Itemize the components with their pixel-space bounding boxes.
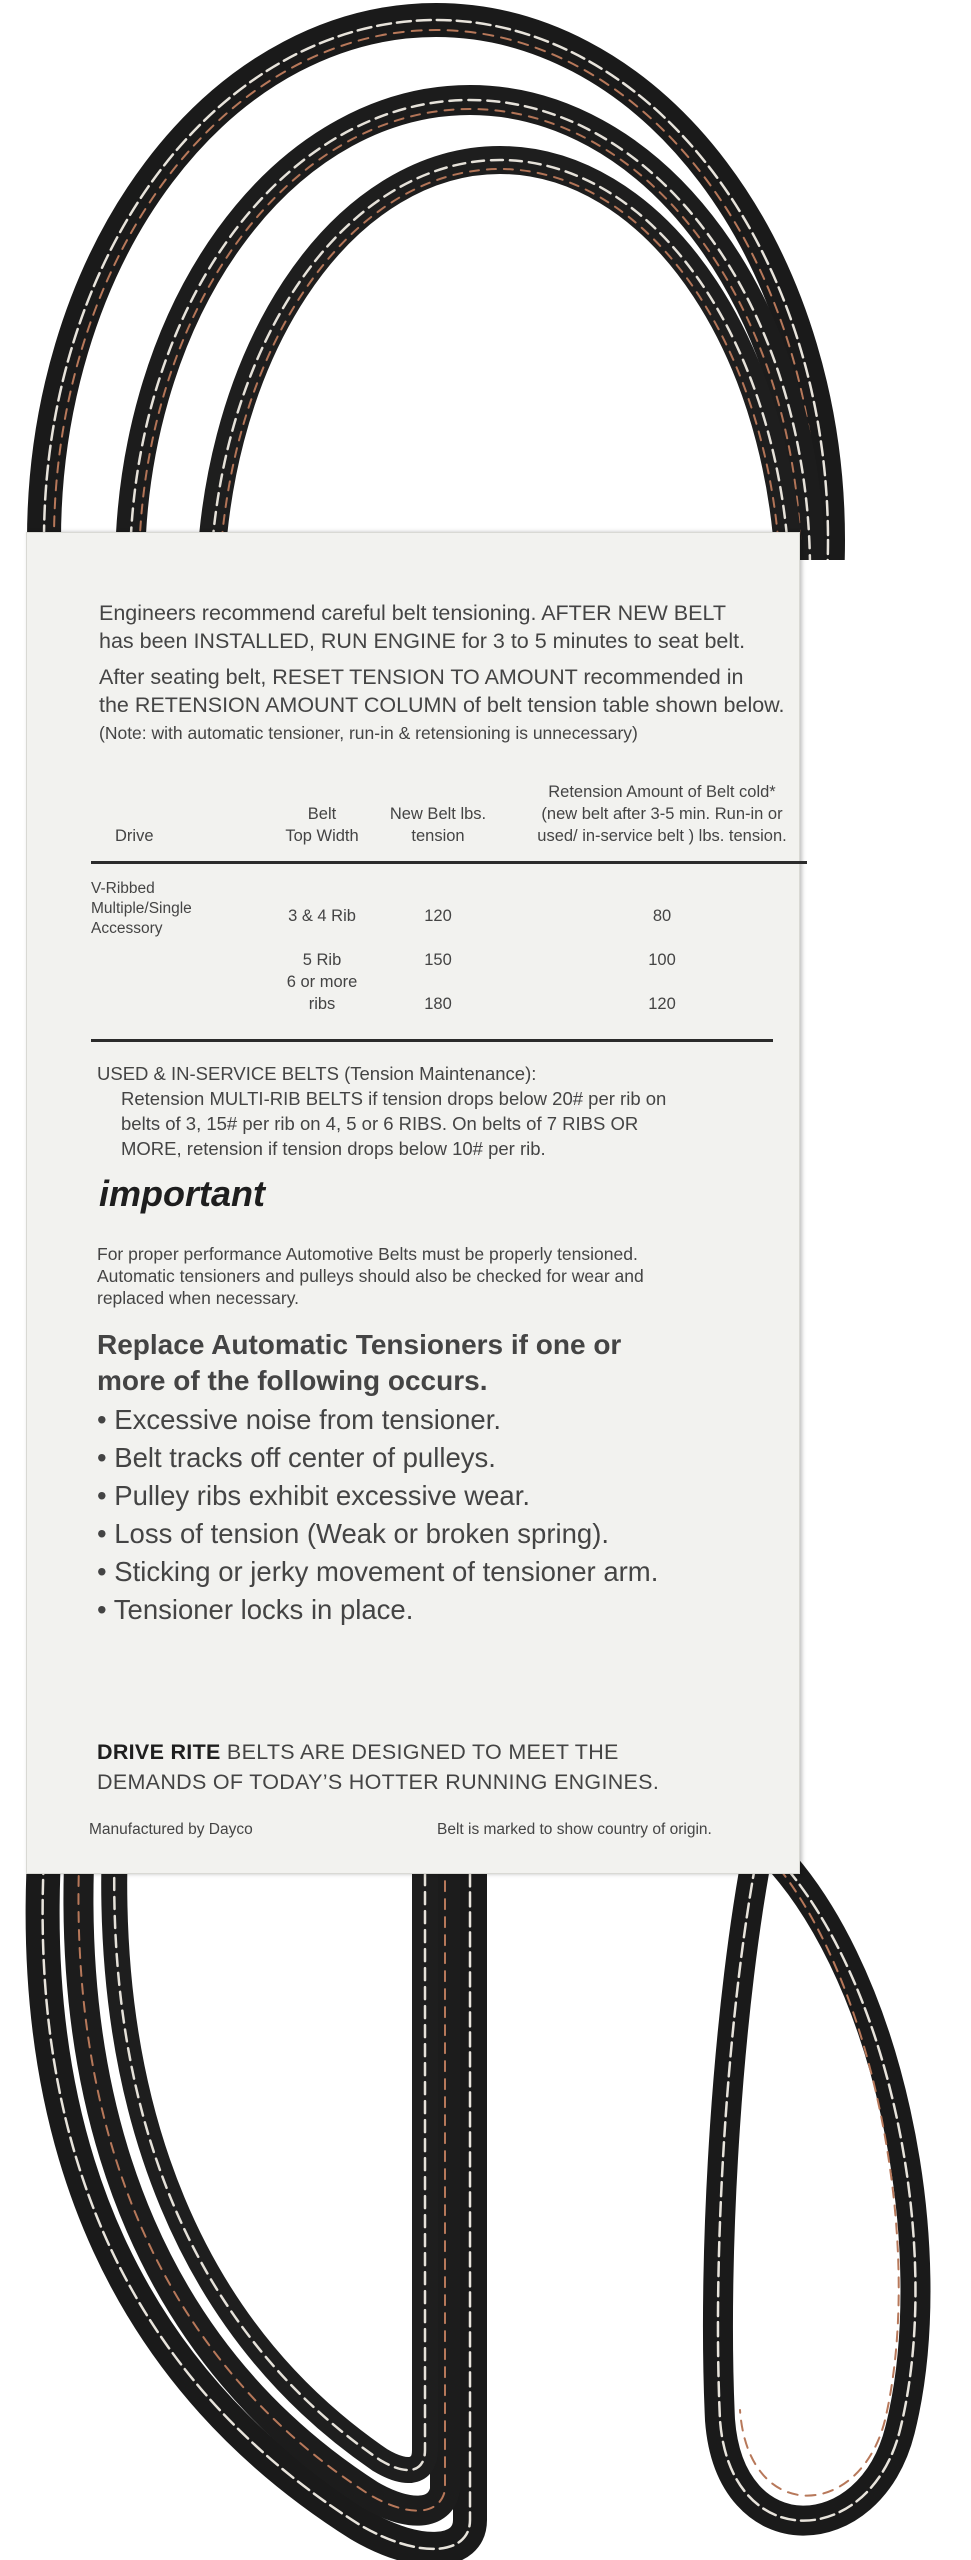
replace-heading-1: Replace Automatic Tensioners if one or	[97, 1329, 622, 1360]
table-drive-label-2: Multiple/Single	[91, 900, 192, 917]
table-header-retension-1: Retension Amount of Belt cold*	[548, 783, 776, 801]
important-line-2: Automatic tensioners and pulleys should also be checked for wear and	[97, 1266, 644, 1286]
table-row-1-retension: 80	[652, 907, 672, 925]
table-row-3-width-2: ribs	[308, 995, 336, 1013]
table-row-3-width-1: 6 or more	[286, 973, 358, 991]
bullet-6: • Tensioner locks in place.	[97, 1594, 414, 1625]
table-drive-label-1: V-Ribbed	[91, 880, 155, 897]
used-line-1: USED & IN-SERVICE BELTS (Tension Maintenance):	[97, 1063, 537, 1084]
drive-rite-line-1	[97, 1737, 619, 1767]
important-heading: important	[99, 1173, 265, 1214]
table-header-belt-1: Belt	[307, 805, 337, 823]
table-row-2-retension: 100	[648, 951, 676, 969]
replace-heading-2: more of the following occurs.	[97, 1365, 488, 1396]
instruction-card	[26, 532, 800, 1874]
intro-note: (Note: with automatic tensioner, run-in & retensioning is unnecessary)	[99, 723, 638, 743]
table-row-2-new: 150	[424, 951, 452, 969]
table-row-1-width: 3 & 4 Rib	[288, 907, 356, 925]
intro-line-1: Engineers recommend careful belt tensioning. AFTER NEW BELT	[99, 601, 726, 625]
used-line-4: MORE, retension if tension drops below 10# per rib.	[121, 1138, 546, 1159]
intro-line-3: After seating belt, RESET TENSION TO AMOUNT recommended in	[99, 665, 744, 689]
drive-rite-brand: DRIVE RITE	[97, 1740, 221, 1764]
belt-bottom-right-loop	[718, 1840, 916, 2521]
drive-rite-line-1-rest: BELTS ARE DESIGNED TO MEET THE	[220, 1740, 619, 1764]
table-row-2-width: 5 Rib	[302, 951, 342, 969]
table-row-1-new: 120	[424, 907, 452, 925]
used-line-2: Retension MULTI-RIB BELTS if tension drops below 20# per rib on	[121, 1088, 667, 1109]
intro-line-2: has been INSTALLED, RUN ENGINE for 3 to 5 minutes to seat belt.	[99, 629, 746, 653]
bullet-2: • Belt tracks off center of pulleys.	[97, 1442, 496, 1473]
drive-rite-line-2: DEMANDS OF TODAY’S HOTTER RUNNING ENGINES.	[97, 1770, 660, 1794]
bullet-1: • Excessive noise from tensioner.	[97, 1404, 501, 1435]
footer-origin: Belt is marked to show country of origin.	[437, 1821, 712, 1838]
table-header-drive: Drive	[115, 827, 154, 845]
footer-manufacturer: Manufactured by Dayco	[89, 1821, 253, 1838]
table-drive-label-3: Accessory	[91, 920, 163, 937]
important-line-3: replaced when necessary.	[97, 1288, 300, 1308]
bullet-3: • Pulley ribs exhibit excessive wear.	[97, 1480, 531, 1511]
table-header-rule	[91, 861, 807, 864]
bullet-5: • Sticking or jerky movement of tensioner arm.	[97, 1556, 659, 1587]
table-row-3-new: 180	[424, 995, 452, 1013]
table-bottom-rule	[91, 1039, 773, 1042]
used-line-3: belts of 3, 15# per rib on 4, 5 or 6 RIBS. On belts of 7 RIBS OR	[121, 1113, 639, 1134]
table-header-retension-2: (new belt after 3-5 min. Run-in or	[541, 805, 783, 823]
table-header-belt-2: Top Width	[285, 827, 359, 845]
bullet-4: • Loss of tension (Weak or broken spring).	[97, 1518, 609, 1549]
table-header-new-2: tension	[411, 827, 465, 845]
table-header-new-1: New Belt lbs.	[389, 805, 487, 823]
table-header-retension-3: used/ in-service belt ) lbs. tension.	[537, 827, 787, 845]
important-line-1: For proper performance Automotive Belts must be properly tensioned.	[97, 1244, 638, 1264]
intro-line-4: the RETENSION AMOUNT COLUMN of belt tension table shown below.	[99, 693, 785, 717]
table-row-3-retension: 120	[648, 995, 676, 1013]
